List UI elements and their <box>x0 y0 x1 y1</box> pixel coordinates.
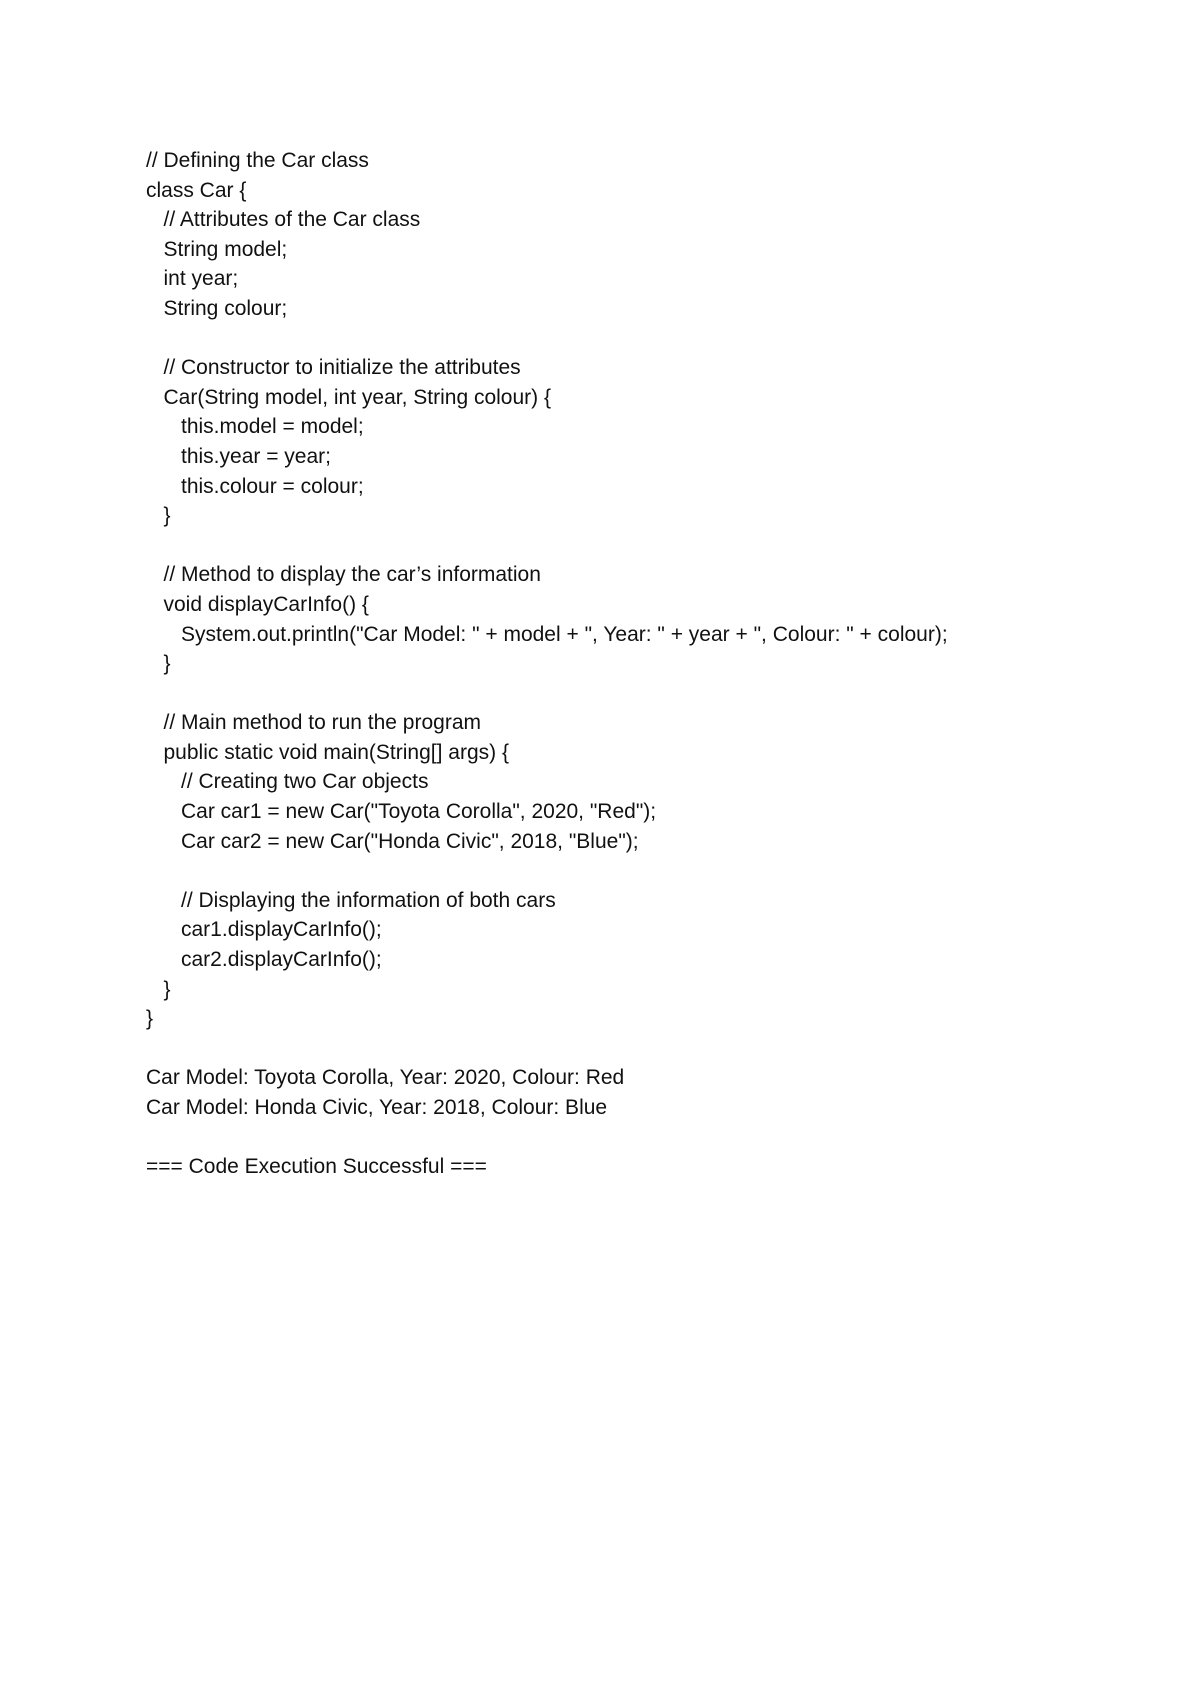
code-line: // Displaying the information of both cars <box>146 888 556 912</box>
code-line: String colour; <box>146 296 288 320</box>
code-line: } <box>146 977 171 1001</box>
code-line: } <box>146 504 171 528</box>
blank-line <box>146 1034 1086 1064</box>
code-line: } <box>146 652 171 676</box>
code-line: public static void main(String[] args) { <box>146 740 509 764</box>
code-line: Car(String model, int year, String colour) { <box>146 385 551 409</box>
blank-line <box>146 1123 1086 1153</box>
code-line: String model; <box>146 237 288 261</box>
code-line: this.colour = colour; <box>146 474 364 498</box>
output-line: Car Model: Honda Civic, Year: 2018, Colour: Blue <box>146 1096 608 1119</box>
blank-line <box>146 679 1086 709</box>
code-line: car1.displayCarInfo(); <box>146 918 382 942</box>
output-line: Car Model: Toyota Corolla, Year: 2020, Colour: Red <box>146 1066 625 1090</box>
code-line: } <box>146 1007 154 1031</box>
code-line: car2.displayCarInfo(); <box>146 948 382 972</box>
code-line: Car car2 = new Car("Honda Civic", 2018, "Blue"); <box>146 829 639 853</box>
code-line: // Attributes of the Car class <box>146 208 421 232</box>
code-line: class Car { <box>146 178 247 202</box>
code-line: this.model = model; <box>146 415 364 439</box>
code-line: Car car1 = new Car("Toyota Corolla", 2020, "Red"); <box>146 800 657 824</box>
code-line: // Method to display the car’s information <box>146 563 541 587</box>
code-line: System.out.println("Car Model: " + model + ", Year: " + year + ", Colour: " + colour); <box>146 622 948 646</box>
blank-line <box>146 531 1086 561</box>
code-line: this.year = year; <box>146 444 331 468</box>
blank-line <box>146 856 1086 886</box>
code-line: // Creating two Car objects <box>146 770 429 794</box>
code-line: int year; <box>146 267 239 291</box>
execution-status-line: === Code Execution Successful === <box>146 1155 487 1179</box>
document-body <box>146 146 1086 1182</box>
code-line: // Main method to run the program <box>146 711 481 735</box>
code-line: // Defining the Car class <box>146 149 369 172</box>
blank-line <box>146 324 1086 354</box>
code-line: // Constructor to initialize the attributes <box>146 356 521 380</box>
code-line: void displayCarInfo() { <box>146 592 369 616</box>
